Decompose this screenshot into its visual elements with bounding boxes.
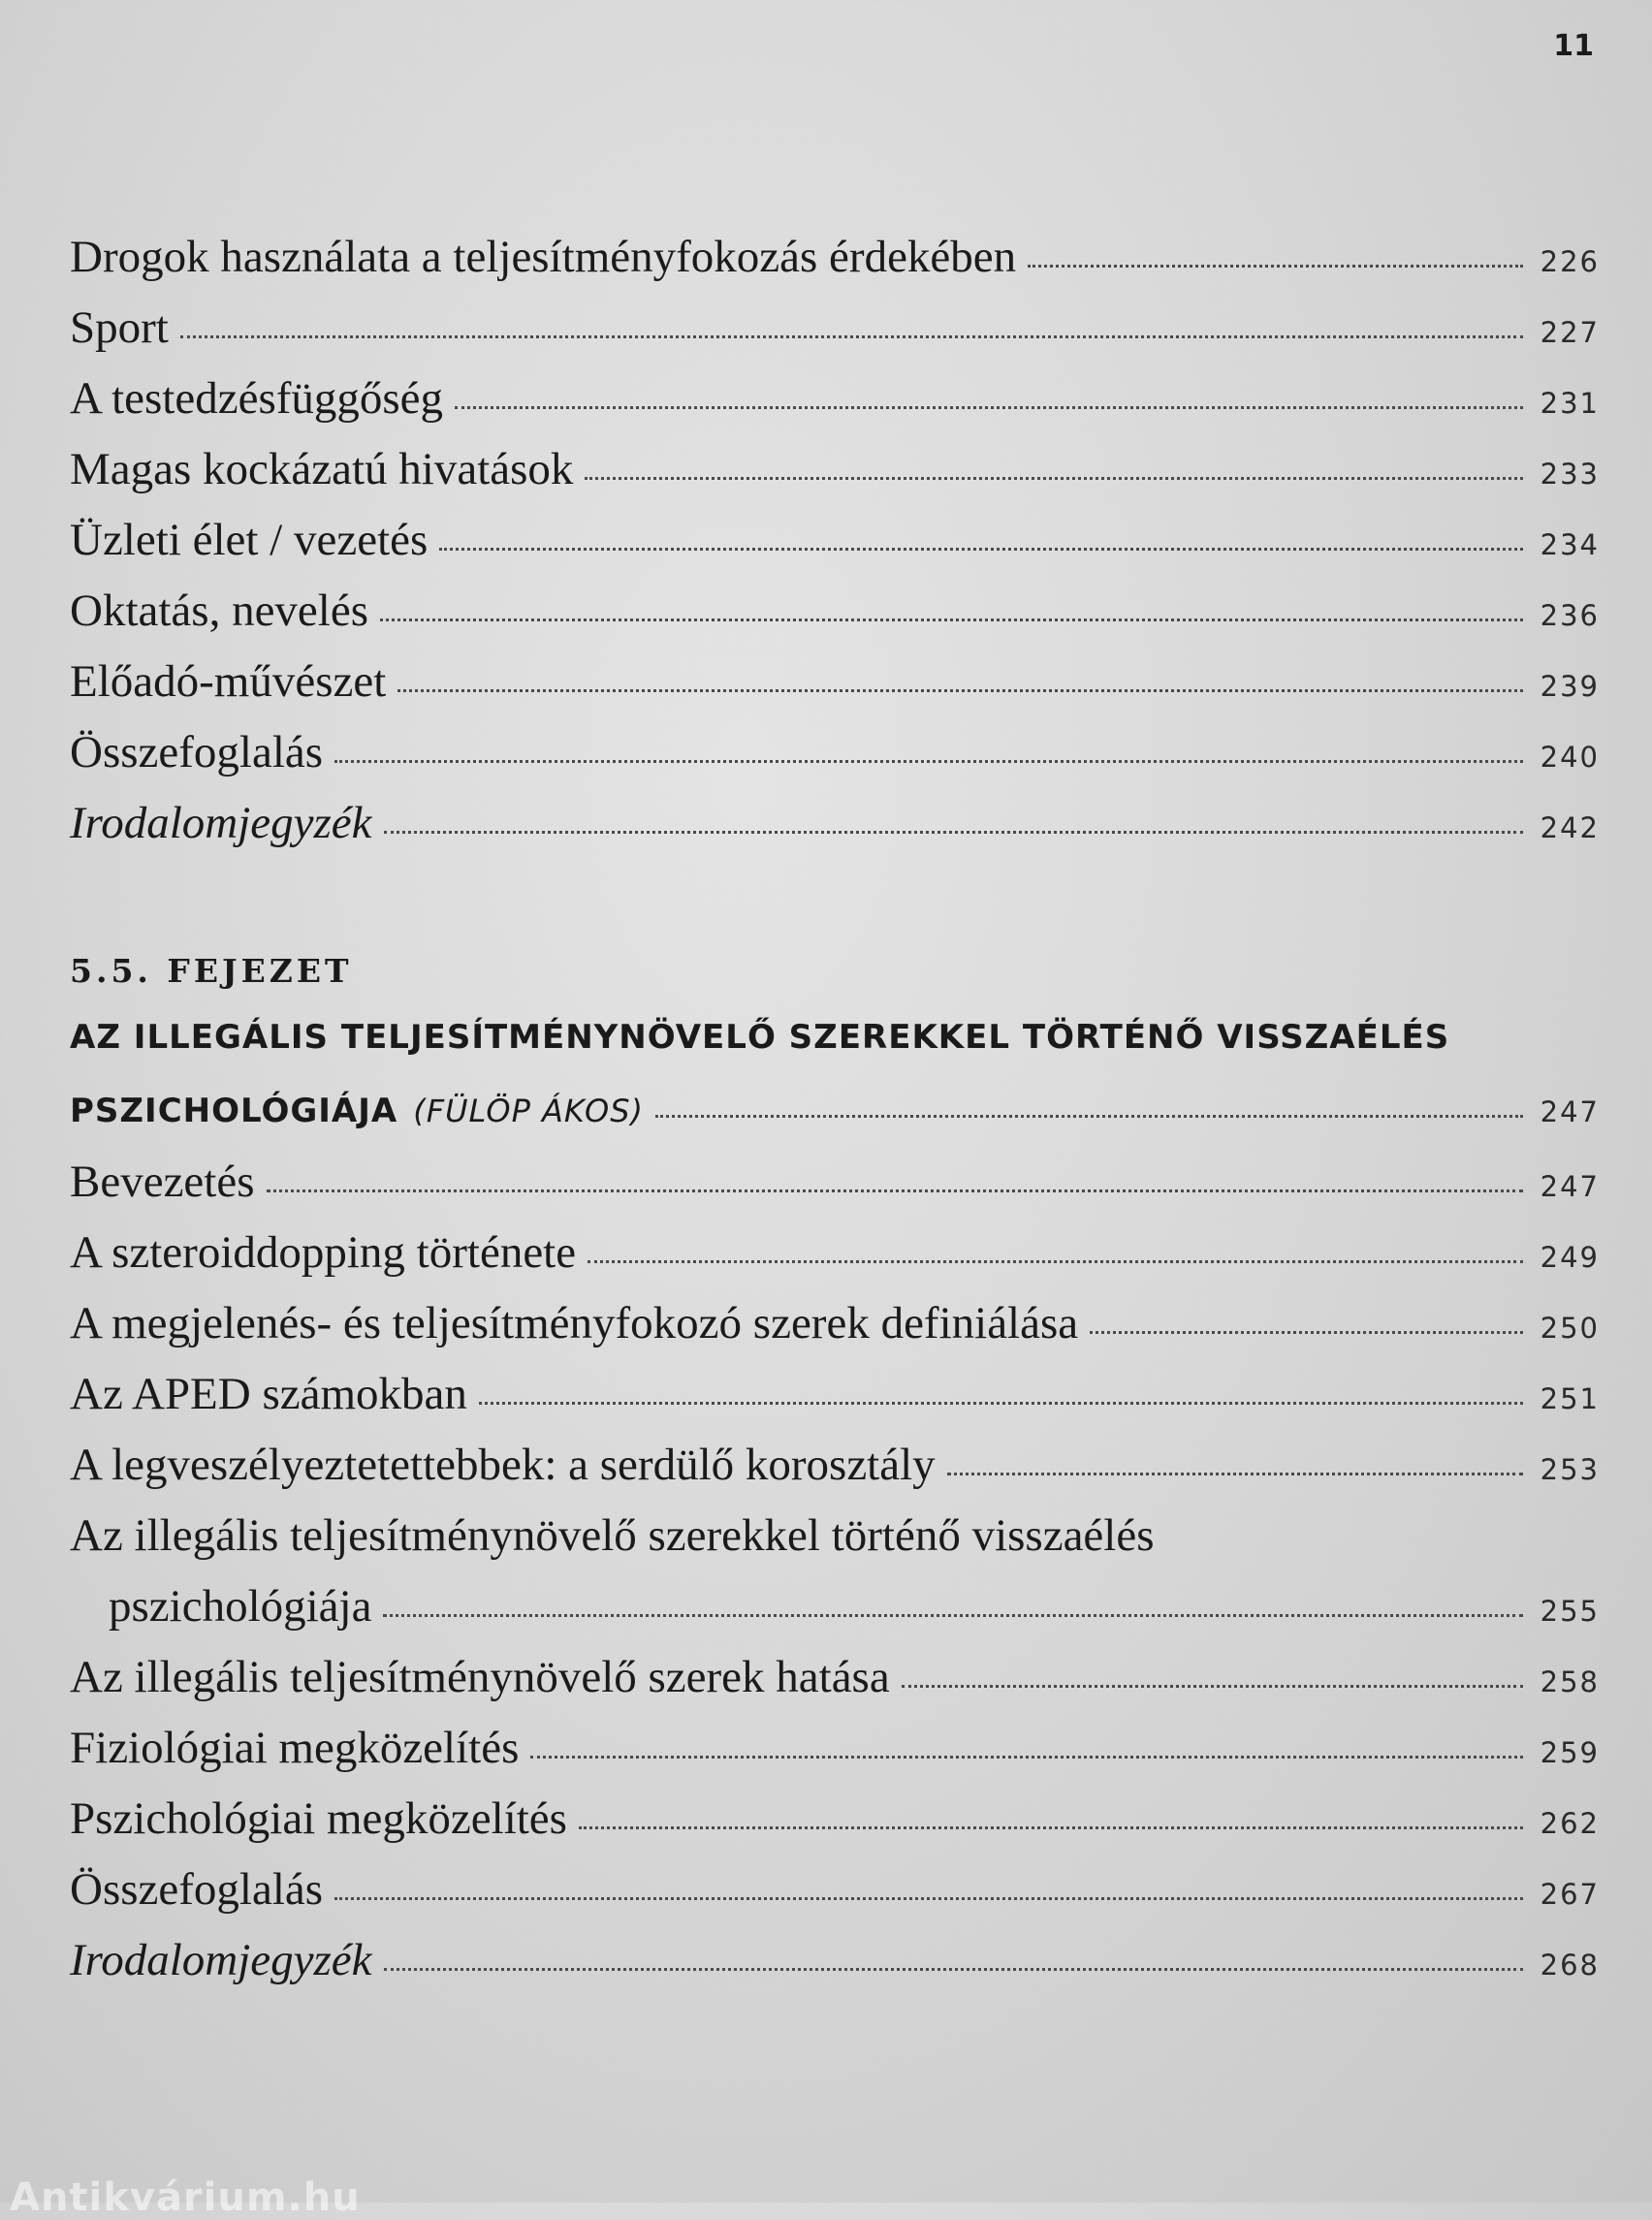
toc-entry-page: 242 bbox=[1540, 811, 1600, 844]
toc-entry bbox=[70, 656, 1600, 707]
toc-entry bbox=[70, 1652, 1600, 1702]
toc-entry-title: A szteroiddopping története bbox=[70, 1227, 577, 1278]
dot-leader bbox=[397, 688, 1522, 692]
toc-entry bbox=[70, 1723, 1600, 1773]
dot-leader bbox=[455, 405, 1523, 409]
toc-entry-title: Magas kockázatú hivatások bbox=[70, 444, 574, 494]
toc-entry-title: Összefoglalás bbox=[70, 1864, 324, 1915]
dot-leader bbox=[588, 1259, 1523, 1263]
watermark: Antikvárium.hu bbox=[10, 2175, 361, 2220]
chapter-title: AZ ILLEGÁLIS TELJESÍTMÉNYNÖVELŐ SZEREKKEL TÖRTÉNŐ VISSZAÉLÉS bbox=[70, 1018, 1450, 1057]
dot-leader bbox=[947, 1472, 1523, 1475]
toc-entry-page: 231 bbox=[1540, 387, 1600, 420]
toc-entry bbox=[70, 444, 1600, 494]
toc-entry-title: Oktatás, nevelés bbox=[70, 586, 369, 636]
page-number: 11 bbox=[1553, 29, 1594, 63]
toc-entry bbox=[70, 515, 1600, 565]
toc-entry bbox=[70, 798, 1600, 848]
toc-entry-title: Drogok használata a teljesítményfokozás érdekében bbox=[70, 232, 1017, 282]
toc-entry bbox=[70, 727, 1600, 777]
toc-entry-title: Üzleti élet / vezetés bbox=[70, 515, 429, 565]
chapter-page: 247 bbox=[1540, 1095, 1600, 1128]
toc-entry bbox=[70, 232, 1600, 282]
toc-entry bbox=[70, 588, 1600, 634]
toc-entry-page: 227 bbox=[1540, 316, 1600, 349]
toc-entry-title: Fiziológiai megközelítés bbox=[70, 1723, 520, 1773]
toc-entry-page: 249 bbox=[1540, 1241, 1600, 1274]
toc-entry-title: Pszichológiai megközelítés bbox=[70, 1793, 567, 1844]
dot-leader bbox=[439, 547, 1522, 551]
toc-entry-title: Az illegális teljesítménynövelő szerekkel történő visszaélés bbox=[70, 1510, 1155, 1561]
toc-entry-title: Sport bbox=[70, 302, 169, 353]
toc-entry bbox=[70, 1369, 1600, 1419]
dot-leader bbox=[655, 1114, 1523, 1118]
toc-entry bbox=[70, 1793, 1600, 1844]
toc-entry-title: Az APED számokban bbox=[70, 1369, 467, 1419]
toc-entry bbox=[70, 1298, 1600, 1348]
dot-leader bbox=[380, 618, 1523, 621]
dot-leader bbox=[334, 759, 1523, 763]
toc-entry-page: 253 bbox=[1540, 1453, 1600, 1486]
dot-leader bbox=[479, 1401, 1523, 1405]
toc-entry bbox=[70, 1864, 1600, 1915]
dot-leader bbox=[384, 1967, 1523, 1971]
chapter-author: (FÜLÖP ÁKOS) bbox=[413, 1093, 645, 1129]
dot-leader bbox=[384, 830, 1523, 834]
toc-entry-title: Bevezetés bbox=[70, 1157, 255, 1207]
toc-entry-title: Összefoglalás bbox=[70, 727, 324, 777]
toc-entry-title: Irodalomjegyzék bbox=[70, 798, 372, 848]
dot-leader bbox=[1090, 1330, 1523, 1334]
toc-entry bbox=[70, 373, 1600, 424]
toc-entry-title: Irodalomjegyzék bbox=[70, 1935, 372, 1985]
toc-entry-page: 262 bbox=[1540, 1807, 1600, 1840]
toc-entry-title: Előadó-művészet bbox=[70, 656, 387, 707]
chapter-title-row bbox=[70, 1092, 1600, 1130]
dot-leader bbox=[180, 334, 1523, 338]
toc-entry-page: 247 bbox=[1540, 1170, 1600, 1203]
toc-entry-page: 258 bbox=[1540, 1665, 1600, 1698]
toc-entry-page: 239 bbox=[1540, 670, 1600, 703]
toc-entry-title: A megjelenés- és teljesítményfokozó szerek definiálása bbox=[70, 1298, 1079, 1348]
toc-entry-page: 267 bbox=[1540, 1878, 1600, 1911]
dot-leader bbox=[579, 1825, 1523, 1829]
toc-entry-multiline-second bbox=[70, 1581, 1600, 1632]
chapter-title-continued: PSZICHOLÓGIÁJA bbox=[70, 1092, 398, 1130]
chapter-label: 5.5. FEJEZET bbox=[70, 952, 353, 990]
toc-entry-page: 259 bbox=[1540, 1736, 1600, 1769]
toc-entry-page: 268 bbox=[1540, 1949, 1600, 1982]
toc-entry bbox=[70, 1440, 1600, 1490]
toc-entry-page: 236 bbox=[1540, 599, 1600, 632]
dot-leader bbox=[267, 1189, 1523, 1192]
toc-entry bbox=[70, 302, 1600, 353]
toc-entry-page: 255 bbox=[1540, 1595, 1600, 1628]
toc-entry-multiline-first bbox=[70, 1510, 1600, 1561]
dot-leader bbox=[585, 476, 1522, 480]
toc-entry-title: A legveszélyeztetettebbek: a serdülő korosztály bbox=[70, 1440, 936, 1490]
dot-leader bbox=[530, 1755, 1522, 1759]
toc-entry-title: A testedzésfüggőség bbox=[70, 373, 444, 424]
toc-entry bbox=[70, 1227, 1600, 1278]
dot-leader bbox=[1028, 264, 1522, 268]
toc-entry-page: 233 bbox=[1540, 458, 1600, 491]
toc-entry-title: Az illegális teljesítménynövelő szerek hatása bbox=[70, 1652, 890, 1702]
dot-leader bbox=[334, 1896, 1523, 1900]
toc-entry-page: 250 bbox=[1540, 1312, 1600, 1345]
toc-entry-page: 234 bbox=[1540, 528, 1600, 561]
toc-entry bbox=[70, 1159, 1600, 1205]
toc-entry-title-continued: pszichológiája bbox=[109, 1581, 372, 1632]
toc-entry-page: 240 bbox=[1540, 741, 1600, 774]
toc-entry-page: 226 bbox=[1540, 245, 1600, 278]
dot-leader bbox=[383, 1613, 1522, 1617]
toc-entry bbox=[70, 1935, 1600, 1985]
dot-leader bbox=[902, 1684, 1523, 1688]
toc-entry-page: 251 bbox=[1540, 1382, 1600, 1415]
